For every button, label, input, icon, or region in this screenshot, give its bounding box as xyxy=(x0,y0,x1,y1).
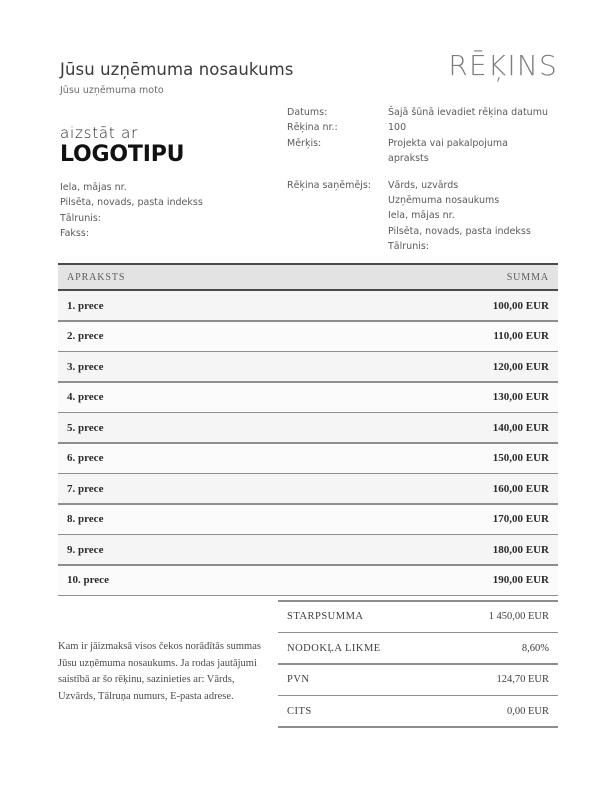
totals-table xyxy=(278,600,558,728)
totals-label: PVN xyxy=(287,674,310,685)
item-amount: 140,00 EUR xyxy=(492,421,549,434)
totals-table-body xyxy=(278,602,558,728)
item-amount: 130,00 EUR xyxy=(492,391,549,403)
recipient-line: Pilsēta, novads, pasta indekss xyxy=(388,225,531,237)
item-amount: 160,00 EUR xyxy=(492,482,549,495)
meta-value-purpose-line2: apraksts xyxy=(388,153,429,165)
invoice-header xyxy=(0,0,616,250)
sender-address-line: Iela, mājas nr. xyxy=(60,182,127,193)
item-description: 2. prece xyxy=(67,330,104,342)
sender-address-line: Tālrunis: xyxy=(60,212,102,224)
logo-placeholder-line2: LOGOTIPU xyxy=(60,141,185,167)
item-description: 4. prece xyxy=(67,391,104,403)
item-description: 1. prece xyxy=(67,299,104,312)
recipient-line: Iela, mājas nr. xyxy=(388,210,455,222)
meta-value-purpose[interactable] xyxy=(388,136,577,167)
totals-row-separator xyxy=(278,726,558,728)
meta-label-date: Datums: xyxy=(287,107,328,118)
table-row[interactable] xyxy=(58,291,558,320)
meta-label-recipient: Rēķina saņēmējs: xyxy=(287,179,371,191)
meta-value-recipient[interactable] xyxy=(388,178,577,255)
company-name: Jūsu uzņēmuma nosaukums xyxy=(60,60,294,79)
totals-row[interactable] xyxy=(278,665,558,695)
items-table-body xyxy=(58,291,558,596)
totals-value: 124,70 EUR xyxy=(496,674,549,685)
totals-value: 1 450,00 EUR xyxy=(488,611,549,622)
meta-spacer xyxy=(287,167,577,178)
table-row[interactable] xyxy=(58,566,558,595)
company-motto: Jūsu uzņēmuma moto xyxy=(60,84,164,96)
column-header-description: APRAKSTS xyxy=(67,271,126,283)
table-row[interactable] xyxy=(58,383,558,412)
table-row[interactable] xyxy=(58,505,558,534)
company-block xyxy=(60,60,294,96)
table-row[interactable] xyxy=(58,322,558,351)
column-header-amount: SUMMA xyxy=(506,271,549,283)
recipient-line: Vārds, uzvārds xyxy=(388,179,459,191)
totals-label: STARPSUMMA xyxy=(287,611,364,622)
logo-placeholder[interactable] xyxy=(60,126,290,166)
item-amount: 190,00 EUR xyxy=(492,574,549,586)
table-row[interactable] xyxy=(58,444,558,473)
sender-address-line: Pilsēta, novads, pasta indekss xyxy=(60,197,203,209)
item-description: 5. prece xyxy=(67,421,104,434)
sender-address-block xyxy=(60,180,300,242)
item-description: 3. prece xyxy=(67,360,104,373)
meta-row-date xyxy=(287,105,577,120)
meta-value-purpose-line1: Projekta vai pakalpojuma xyxy=(388,137,508,149)
logo-placeholder-line1: aizstāt ar xyxy=(60,124,139,142)
item-description: 10. prece xyxy=(67,574,109,586)
table-row[interactable] xyxy=(58,413,558,442)
invoice-meta-block xyxy=(287,105,577,254)
meta-row-recipient xyxy=(287,178,577,255)
meta-label-invoice-number: Rēķina nr.: xyxy=(287,122,338,134)
item-amount: 110,00 EUR xyxy=(493,330,549,342)
table-header-row xyxy=(58,265,558,289)
totals-row[interactable] xyxy=(278,602,558,632)
table-row[interactable] xyxy=(58,352,558,381)
meta-label-purpose: Mērķis: xyxy=(287,137,322,149)
item-description: 9. prece xyxy=(67,543,104,556)
meta-value-invoice-number[interactable]: 100 xyxy=(388,122,407,134)
item-amount: 100,00 EUR xyxy=(492,299,549,312)
row-separator xyxy=(58,595,558,597)
totals-value: 0,00 EUR xyxy=(507,705,549,717)
item-amount: 120,00 EUR xyxy=(492,360,549,373)
items-table xyxy=(58,263,558,596)
recipient-line: Uzņēmuma nosaukums xyxy=(388,194,500,206)
totals-row[interactable] xyxy=(278,633,558,663)
item-amount: 150,00 EUR xyxy=(492,452,549,464)
table-row[interactable] xyxy=(58,474,558,503)
item-description: 6. prece xyxy=(67,452,104,464)
meta-value-date[interactable]: Šajā šūnā ievadiet rēķina datumu xyxy=(388,107,548,118)
totals-row[interactable] xyxy=(278,696,558,726)
payment-note: Kam ir jāizmaksā visos čekos norādītās summas Jūsu uzņēmuma nosaukums. Ja rodas jautājumi saistībā ar šo rēķinu, sazinieties ar: Vārds, Uzvārds, Tālruņa numurs, E-pasta adrese. xyxy=(58,641,261,702)
meta-row-invoice-number xyxy=(287,120,577,135)
totals-value: 8,60% xyxy=(521,642,549,654)
item-amount: 170,00 EUR xyxy=(492,513,549,525)
item-description: 7. prece xyxy=(67,482,104,495)
sender-address-line: Fakss: xyxy=(60,228,90,240)
item-amount: 180,00 EUR xyxy=(492,543,549,556)
item-description: 8. prece xyxy=(67,513,104,525)
table-row[interactable] xyxy=(58,535,558,564)
totals-label: NODOKĻA LIKME xyxy=(287,642,381,654)
invoice-title: RĒĶINS xyxy=(448,49,558,82)
totals-label: CITS xyxy=(287,705,312,717)
meta-row-purpose xyxy=(287,136,577,167)
recipient-line: Tālrunis: xyxy=(388,241,430,252)
